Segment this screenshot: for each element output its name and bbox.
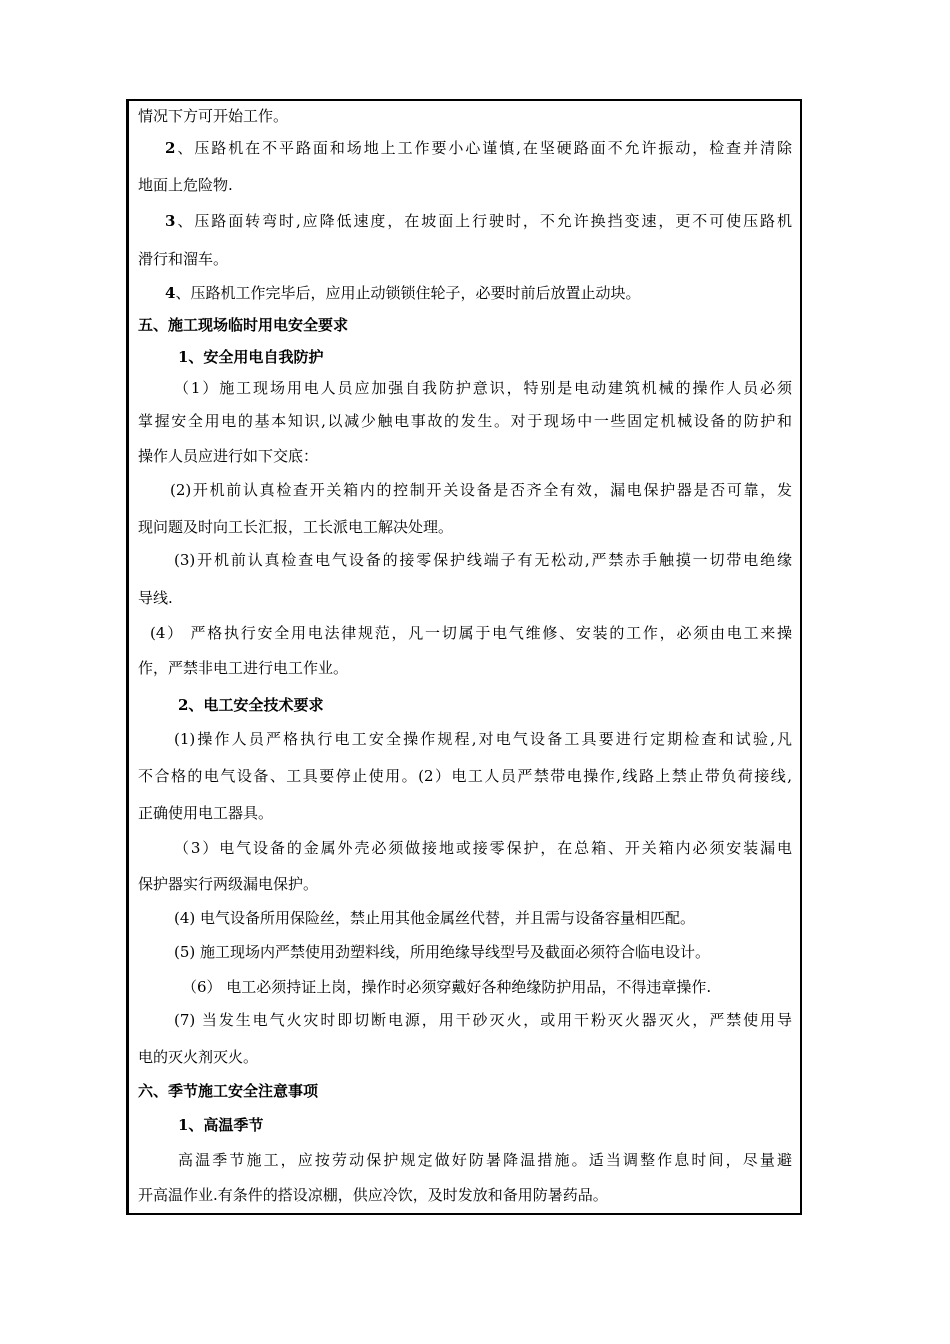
text-line: 开高温作业.有条件的搭设凉棚，供应冷饮，及时发放和备用防暑药品。 <box>138 1186 608 1204</box>
text-line: （6） 电工必须持证上岗，操作时必须穿戴好各种绝缘防护用品，不得违章操作. <box>182 978 712 996</box>
section-heading: 六、季节施工安全注意事项 <box>138 1082 319 1100</box>
text-line: 保护器实行两级漏电保护。 <box>138 875 319 893</box>
text-line: 电的灭火剂灭火。 <box>138 1048 259 1066</box>
text-line: 掌握安全用电的基本知识,以减少触电事故的发生。对于现场中一些固定机械设备的防护和 <box>138 412 792 430</box>
subsection-heading: 1、安全用电自我防护 <box>178 348 324 366</box>
text-line: (7) 当发生电气火灾时即切断电源，用干砂灭火，或用干粉灭火器灭火，严禁使用导 <box>174 1011 792 1029</box>
text-line: 3、压路面转弯时,应降低速度，在坡面上行驶时，不允许换挡变速，更不可使压路机 <box>165 212 792 230</box>
text-line: 2、压路机在不平路面和场地上工作要小心谨慎,在坚硬路面不允许振动，检查并清除 <box>165 139 792 157</box>
text-line: （1）施工现场用电人员应加强自我防护意识，特别是电动建筑机械的操作人员必须 <box>174 379 792 397</box>
text-line: 不合格的电气设备、工具要停止使用。(2）电工人员严禁带电操作,线路上禁止带负荷接线, <box>138 767 792 785</box>
subsection-heading: 2、电工安全技术要求 <box>178 696 324 714</box>
text-line: 情况下方可开始工作。 <box>138 107 289 125</box>
section-heading: 五、施工现场临时用电安全要求 <box>138 316 349 334</box>
document-frame <box>126 99 802 1215</box>
text-line: （3）电气设备的金属外壳必须做接地或接零保护，在总箱、开关箱内必须安装漏电 <box>174 839 792 857</box>
text-line: 高温季节施工，应按劳动保护规定做好防暑降温措施。适当调整作息时间，尽量避 <box>178 1151 792 1169</box>
text-line: (4) 电气设备所用保险丝，禁止用其他金属丝代替，并且需与设备容量相匹配。 <box>174 909 696 927</box>
text-line: (3)开机前认真检查电气设备的接零保护线端子有无松动,严禁赤手触摸一切带电绝缘 <box>174 551 792 569</box>
text-line: (4） 严格执行安全用电法律规范，凡一切属于电气维修、安装的工作，必须由电工来操 <box>150 624 792 642</box>
text-line: 操作人员应进行如下交底： <box>138 447 319 465</box>
text-line: 作，严禁非电工进行电工作业。 <box>138 659 349 677</box>
text-line: (1)操作人员严格执行电工安全操作规程,对电气设备工具要进行定期检查和试验,凡 <box>174 730 792 748</box>
text-line: 现问题及时向工长汇报，工长派电工解决处理。 <box>138 518 454 536</box>
text-line: (2)开机前认真检查开关箱内的控制开关设备是否齐全有效，漏电保护器是否可靠，发 <box>170 481 792 499</box>
text-line: 导线. <box>138 589 173 607</box>
text-line: (5) 施工现场内严禁使用劲塑料线，所用绝缘导线型号及截面必须符合临电设计。 <box>174 943 711 961</box>
subsection-heading: 1、高温季节 <box>178 1116 264 1134</box>
text-line: 4、压路机工作完毕后，应用止动锁锁住轮子，必要时前后放置止动块。 <box>165 284 641 302</box>
text-line: 滑行和溜车。 <box>138 250 229 268</box>
text-line: 地面上危险物. <box>138 176 233 194</box>
text-line: 正确使用电工器具。 <box>138 804 274 822</box>
